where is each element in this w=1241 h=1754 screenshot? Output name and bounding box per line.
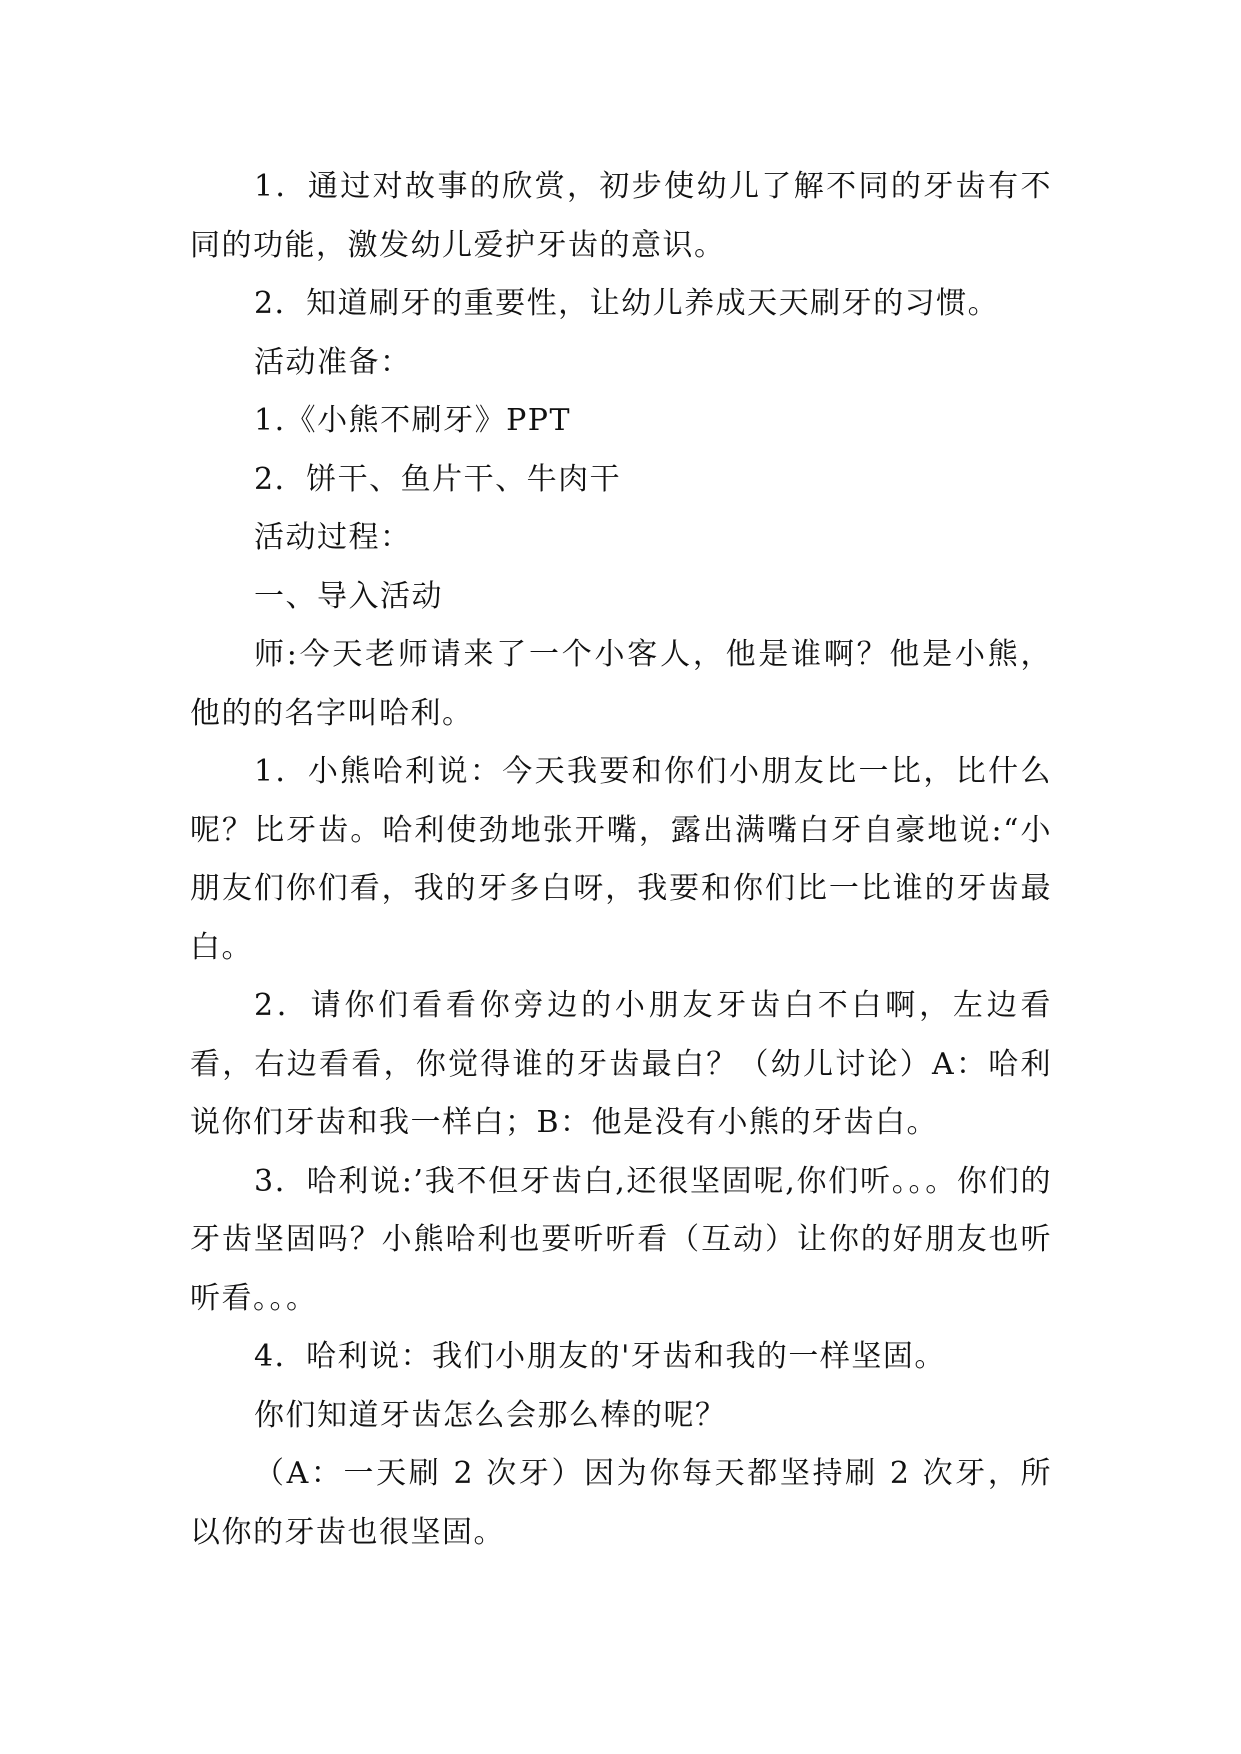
preparation-item-2: 2．饼干、鱼片干、牛肉干 — [254, 461, 622, 497]
step-3-paragraph: 3．哈利说:’我不但牙齿白,还很坚固呢,你们听。。。你们的牙齿坚固吗？小熊哈利也要听听看（互动）让你的好朋友也听听看。。。 — [190, 1163, 1052, 1316]
objective-2-paragraph: 2．知道刷牙的重要性，让幼儿养成天天刷牙的习惯。 — [254, 286, 1000, 321]
step-4-paragraph: 4．哈利说：我们小朋友的'牙齿和我的一样坚固。 — [254, 1339, 946, 1374]
preparation-heading: 活动准备： — [254, 344, 412, 380]
preparation-item-1: 1.《小熊不刷牙》PPT — [254, 403, 572, 438]
document-body — [190, 158, 1052, 1562]
question-paragraph: 你们知道牙齿怎么会那么棒的呢？ — [254, 1397, 727, 1433]
process-heading: 活动过程： — [254, 520, 412, 555]
objective-1-paragraph: 1．通过对故事的欣赏，初步使幼儿了解不同的牙齿有不同的功能，激发幼儿爱护牙齿的意识。 — [190, 169, 1052, 263]
answer-paragraph: （A：一天刷 2 次牙）因为你每天都坚持刷 2 次牙，所以你的牙齿也很坚固。 — [190, 1456, 1052, 1550]
teacher-intro-paragraph: 师:今天老师请来了一个小客人，他是谁啊？他是小熊，他的的名字叫哈利。 — [190, 637, 1052, 731]
section-1-heading: 一、导入活动 — [254, 578, 443, 614]
step-1-paragraph: 1．小熊哈利说：今天我要和你们小朋友比一比，比什么呢？比牙齿。哈利使劲地张开嘴，露出满嘴白牙自豪地说:“小朋友们你们看，我的牙多白呀，我要和你们比一比谁的牙齿最白。 — [190, 754, 1052, 965]
step-2-paragraph: 2．请你们看看你旁边的小朋友牙齿白不白啊，左边看看，右边看看，你觉得谁的牙齿最白？（幼儿讨论）A：哈利说你们牙齿和我一样白；B：他是没有小熊的牙齿白。 — [190, 988, 1052, 1140]
